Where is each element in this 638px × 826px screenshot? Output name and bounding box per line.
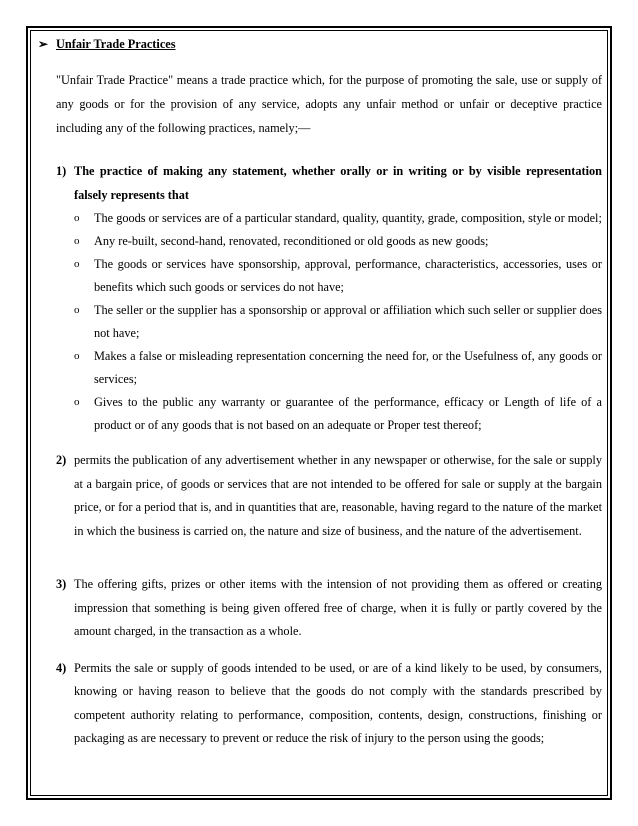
sub-item-text: Any re-built, second-hand, renovated, reconditioned or old goods as new goods; — [94, 234, 489, 248]
item-number: 1) — [56, 164, 67, 178]
item-number: 3) — [56, 577, 67, 591]
item-lead-text: The practice of making any statement, whether orally or in writing or by visible representation falsely represents that — [74, 164, 602, 202]
intro-paragraph: "Unfair Trade Practice" means a trade practice which, for the purpose of promoting the sale, use or supply of any goods or for the provision of any service, adopts any unfair method or unfair or deceptive practice including any of the following practices, namely;— — [56, 73, 602, 135]
sub-list — [74, 207, 602, 437]
item-number: 4) — [56, 660, 67, 675]
item-text: permits the publication of any advertisement whether in any newspaper or otherwise, for the sale or supply at a bargain price, of goods or services that are not intended to be offered for sale or supply at the bargain price, or for a period that is, and in quantities that are, reasonable, having regard to the nature of the market in which the business is carried on, the nature and size of business, and the nature of the advertisement. — [74, 453, 602, 538]
arrow-bullet-icon: ➢ — [38, 36, 49, 51]
item-text: The offering gifts, prizes or other items with the intension of not providing them as offered or creating impression that something is being given offered free of charge, when it is fully or partly covered by the amount charged, in the transaction as a whole. — [74, 577, 602, 638]
sub-item — [74, 299, 602, 345]
circle-bullet-icon: o — [74, 258, 80, 270]
sub-item-text: The seller or the supplier has a sponsorship or approval or affiliation which such seller or supplier does not have; — [94, 303, 602, 340]
list-item-2 — [38, 449, 602, 543]
document-content — [38, 34, 602, 751]
item-number: 2) — [56, 453, 67, 467]
circle-bullet-icon: o — [74, 304, 80, 316]
circle-bullet-icon: o — [74, 350, 80, 362]
sub-item — [74, 207, 602, 230]
sub-item-text: The goods or services have sponsorship, approval, performance, characteristics, accessories, uses or benefits which such goods or services do not have; — [94, 257, 602, 294]
sub-item-text: Makes a false or misleading representation concerning the need for, or the Usefulness of, any goods or services; — [94, 349, 602, 386]
circle-bullet-icon: o — [74, 396, 80, 408]
sub-item-text: Gives to the public any warranty or guarantee of the performance, efficacy or Length of life of a product or of any goods that is not based on an adequate or Proper test thereof; — [94, 395, 602, 432]
sub-item — [74, 345, 602, 391]
sub-item-text: The goods or services are of a particular standard, quality, quantity, grade, composition, style or model; — [94, 211, 602, 225]
list-item-4 — [38, 657, 602, 751]
section-title: Unfair Trade Practices — [56, 36, 176, 51]
sub-item — [74, 230, 602, 253]
sub-item — [74, 391, 602, 437]
circle-bullet-icon: o — [74, 235, 80, 247]
list-item-3 — [38, 573, 602, 644]
circle-bullet-icon: o — [74, 212, 80, 224]
list-item-1 — [38, 160, 602, 437]
item-text: Permits the sale or supply of goods intended to be used, or are of a kind likely to be used, by consumers, knowing or having reason to believe that the goods do not comply with the standards prescribed by competent authority relating to performance, composition, contents, design, constructions, finishing or packaging as are necessary to prevent or reduce the risk of injury to the person using the goods; — [74, 660, 602, 745]
sub-item — [74, 253, 602, 299]
section-heading — [38, 34, 602, 54]
item-body — [74, 160, 602, 437]
